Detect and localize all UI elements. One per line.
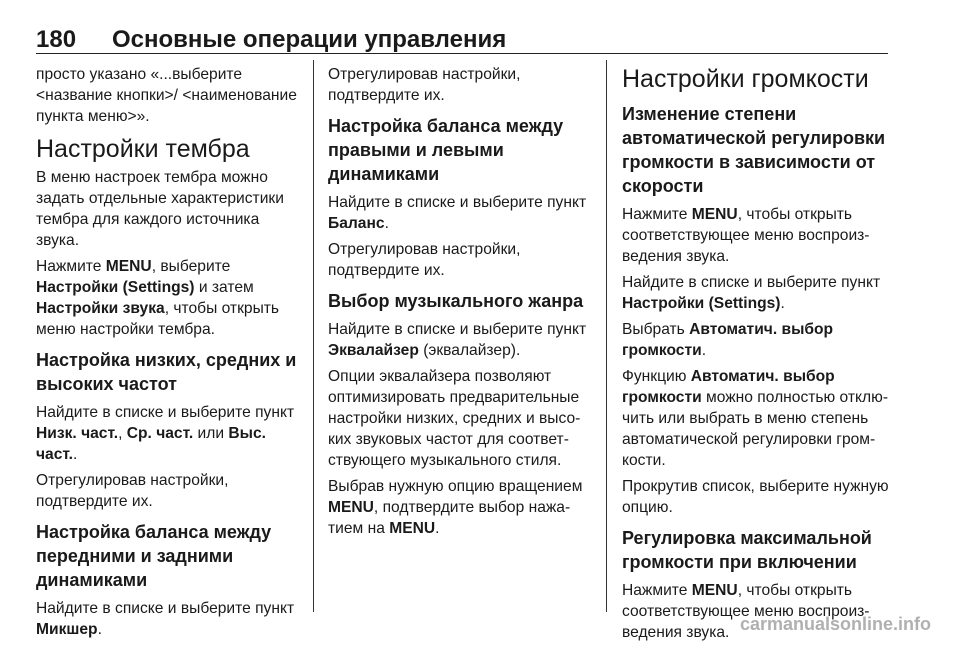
paragraph: Отрегулировав настройки, подтвердите их.: [328, 66, 521, 104]
column-middle: [328, 64, 598, 544]
paragraph: Найдите в списке и выберите пункт Баланс.: [328, 194, 587, 232]
paragraph: Выбрать Автоматич. выбор громкости.: [622, 321, 834, 359]
paragraph: Выбрав нужную опцию вращением MENU, подтвердите выбор нажа- тием на MENU.: [328, 478, 583, 537]
page-header: [36, 27, 886, 53]
section-heading: Настройки тембра: [36, 135, 250, 163]
paragraph: просто указано «...выберите <название кнопки>/ <наименование пункта меню>».: [36, 66, 297, 125]
paragraph: Нажмите MENU, чтобы открыть соответствующее меню воспроиз- ведения звука.: [622, 582, 870, 641]
header-rule: [36, 53, 888, 54]
section-heading: Настройки громкости: [622, 65, 869, 93]
subsection-heading: Настройка низких, средних и высоких частот: [36, 350, 297, 394]
subsection-heading: Настройка баланса между правыми и левыми динамиками: [328, 116, 564, 184]
subsection-heading: Регулировка максимальной громкости при включении: [622, 528, 872, 572]
paragraph: Нажмите MENU, выберите Настройки (Settings) и затем Настройки звука, чтобы открыть меню настройки тембра.: [36, 258, 280, 338]
paragraph: Найдите в списке и выберите пункт Низк. част., Ср. част. или Выс. част..: [36, 404, 295, 463]
paragraph: Отрегулировав настройки, подтвердите их.: [36, 472, 229, 510]
paragraph: Отрегулировав настройки, подтвердите их.: [328, 241, 521, 279]
subsection-heading: Выбор музыкального жанра: [328, 291, 584, 311]
paragraph: Прокрутив список, выберите нужную опцию.: [622, 478, 889, 516]
paragraph: Нажмите MENU, чтобы открыть соответствующее меню воспроиз- ведения звука.: [622, 206, 870, 265]
subsection-heading: Настройка баланса между передними и задними динамиками: [36, 522, 272, 590]
paragraph: Функцию Автоматич. выбор громкости можно полностью отклю- чить или выбрать в меню степень автоматической регулировки гром- кости.: [622, 368, 889, 469]
subsection-heading: Изменение степени автоматической регулировки громкости в зависимости от скорости: [622, 104, 886, 196]
paragraph: Найдите в списке и выберите пункт Эквалайзер (эквалайзер).: [328, 321, 587, 359]
column-divider: [606, 60, 607, 612]
paragraph: Найдите в списке и выберите пункт Настройки (Settings).: [622, 274, 881, 312]
page-number: 180: [36, 26, 77, 53]
paragraph: В меню настроек тембра можно задать отдельные характеристики тембра для каждого источника звука.: [36, 169, 284, 249]
paragraph: Опции эквалайзера позволяют оптимизировать предварительные настройки низких, средних и высо- ких звуковых частот для соответ- ствующего музыкального стиля.: [328, 368, 581, 469]
paragraph: Найдите в списке и выберите пункт Микшер.: [36, 600, 295, 638]
column-left: [36, 64, 304, 645]
chapter-title: Основные операции управления: [112, 26, 507, 53]
column-right: [622, 64, 890, 648]
watermark: carmanualsonline.info: [740, 614, 932, 634]
column-divider: [313, 60, 314, 612]
